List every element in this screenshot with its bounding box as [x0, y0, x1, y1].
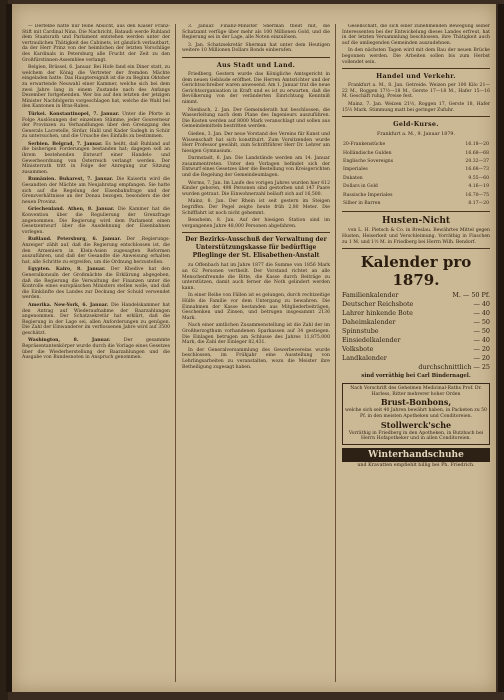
calendar-item [342, 336, 490, 345]
calendar-item [342, 345, 490, 354]
calendar-item [342, 300, 490, 309]
calendar-price: — 20 [473, 354, 490, 363]
article-paragraph [22, 177, 170, 205]
dateline: Rumänien. Bukarest, 7. Januar. [28, 177, 114, 183]
exchange-dateline: Frankfurt a. M., 9. Januar 1879. [377, 132, 455, 138]
currency-rate: 8.17—20 [468, 200, 489, 206]
currency-name: Dukaten [343, 175, 363, 181]
calendar-price: — 40 [473, 309, 490, 318]
notice-heading: Der Bezirks-Ausschuß der Verwaltung der Unterstützungskasse für bedürftige Pfleglinge der St. Elisabethen-Anstalt [185, 236, 327, 260]
section-divider [342, 211, 490, 212]
article-text: Der gesammte Repräsentantenkörper wurde durch die Vorlage eines Gesetzes über die Wiederherstellung der Baarzahlungen und die Ausgabe von Bundesnoten in Anspruch genommen. [22, 338, 170, 361]
currency-rate: 16.18—20 [465, 142, 489, 148]
article-paragraph [22, 303, 170, 337]
currency-name: Russische Imperiales [343, 192, 393, 198]
currency-rate: 20.32—37 [465, 158, 489, 164]
article-paragraph [22, 338, 170, 360]
calendar-seller: sind vorräthig bei Carl Bindernagel. [361, 373, 471, 380]
calendar-item [342, 327, 490, 336]
exchange-rate-row [342, 150, 490, 158]
ad-intro: Nach Vorschrift des Geheimen Medicinal-Raths Prof. Dr. Harless, Ritter mehrerer hoher Orden [350, 386, 482, 397]
calendar-name: Landkalender [342, 354, 387, 363]
article-paragraph: Darmstadt, 6. Jan. Die Landstände werden am 14. Januar zusammentreten. Unter den Vorlagen befindet sich der Entwurf eines Gesetzes über die Bestellung von Kreisgerichten und die Regelung der Gemeindeumlagen. [182, 156, 330, 179]
advertisement-box [342, 383, 490, 445]
section-heading: Aus Stadt und Land. [216, 60, 296, 69]
newspaper-sheet [12, 4, 496, 692]
article-paragraph: 3. Jan. Schatzsekretär Sherman hat unter dem Heutigen weitere 10 Millionen Dollars Bonds einberufen. [182, 42, 330, 54]
calendar-ad-title: Kalender pro 1879. [360, 253, 472, 290]
article-text: Es heißt, daß Ruhland auf die bisherigen Forderungen bestanden hat; dagegen soll an ihrem bestehenden Entwurf einer Handels- und Gewerbeordnung von Österreich verlangt werden. Der Ministerrath tritt in Folge der Anregung zur Sitzung zusammen. [22, 141, 170, 175]
article-paragraph [22, 207, 170, 235]
article-text: Der ‚Regierungs-Anzeiger' zählt auf, daß die Regierung entschlossen ist, die den Armeniern in Klein-Asien zugesagten Reformen auszuführen, und daß der Gesandte die Anweisung erhalten hat, alle Schritte zu ergreifen, um die Ordnung herzustellen. [22, 237, 170, 265]
calendar-price: M. — 50 Pf. [452, 291, 490, 300]
article-text: Die Kaiserin wird die Gesandten der Mächte am Neujahrstag empfangen. Sie hatte sich auf die Regelung der Eisenbahnfrage und der Grenzverhältnisse an der Donau bezogen, besonders die der neuen Provinz. [22, 177, 170, 205]
ad-text: welche sich seit 40 Jahren bewährt haben, in Packeten zu 50 Pf. in den meisten Apotheken und Conditoreien. [345, 408, 487, 419]
calendar-price: — 40 [473, 300, 490, 309]
calendar-price: — 50 [473, 318, 490, 327]
calendar-price: — 20 [473, 345, 490, 354]
article-paragraph: In einer Reihe von Fällen ist es gelungen, durch rechtzeitige Hülfe die Familie vor dem Untergang zu bewahren. Die Einnahmen der Kasse bestanden aus Mitgliederbeiträgen, Geschenken und Zinsen, und betrugen insgesammt 2136 Mark. [182, 293, 330, 321]
section-divider [342, 248, 490, 249]
currency-name: Imperiales [343, 167, 368, 173]
section-divider [182, 57, 330, 58]
calendar-average-price: durchschnittlich — 25 [418, 363, 490, 372]
calendar-name: Volksbote [342, 345, 374, 354]
dateline: Egypten. Kairo, 8. Januar. [28, 267, 106, 273]
calendar-item [342, 318, 490, 327]
exchange-rate-row [342, 192, 490, 200]
currency-name: Dollars in Gold [343, 184, 378, 190]
exchange-rate-row [342, 175, 490, 183]
column-middle [182, 24, 330, 684]
page-edge-right [498, 4, 504, 692]
currency-name: Holländische Gulden [343, 150, 392, 156]
article-paragraph [22, 142, 170, 176]
calendar-name: Deutscher Reichsbote [342, 300, 414, 309]
article-paragraph: Mainz, 7. Jan. Weizen 21½, Roggen 17, Gerste 18, Hafer 15½ Mark. Stimmung matt bei geringer Zufuhr. [342, 101, 490, 113]
article-paragraph: In der Generalversammlung des Gewerbevereins wurde beschlossen, im Frühjahr eine Ausstellung von Lehrlingsarbeiten zu veranstalten, wozu die Meister ihre Betheiligung zugesagt haben. [182, 347, 330, 370]
exchange-rate-row [342, 141, 490, 149]
article-paragraph: Nienbach, 2. Jan. Der Gemeinderath hat beschlossen, die Wasserleitung nach dem Plane des Ingenieurs auszuführen. Die Kosten werden auf 8000 Mark veranschlagt und sollen aus Gemeindemitteln bestritten werden. [182, 107, 330, 130]
article-paragraph: Mainz, 8. Jan. Der Rhein ist seit gestern im Steigen begriffen. Der Pegel zeigte heute früh 2,80 Meter. Die Schifffahrt ist noch nicht gehemmt. [182, 199, 330, 216]
column-right [342, 24, 490, 684]
article-text: Die Kammer hat die Konvention über die Regulierung der Grenzfrage angenommen. Die Regierung wird dem Parlament einen Gesetzentwurf über die Ausdehnung der Eisenbahnen vorlegen. [22, 207, 170, 235]
ad-text: Vorräthig in Friedberg in den Apotheken, in Butzbach bei Herrn Hofapotheker und in allen Conditoreien. [348, 430, 484, 442]
gloves-ad-banner: Winterhandschuhe [342, 448, 490, 462]
currency-rate: 16.70—75 [465, 192, 489, 198]
article-text: Die Handelskammer hat den Antrag auf Wiederaufnahme der Baarzahlungen angenommen. Der Schatzsekretär hat erklärt, daß die Regierung in der Lage sei, allen Anforderungen zu genügen. Die Zahl der Einwanderer im verflossenen Jahre wird auf 3500 geschätzt. [22, 302, 170, 336]
article-paragraph: Gießen, 3. Jan. Der neue Vorstand des Vereins für Kunst und Wissenschaft hat sich konstituirt. Zum Vorsitzenden wurde Herr Professor gewählt, zum Schriftführer Herr Dr. Lehrer am hiesigen Gymnasium. [182, 131, 330, 154]
currency-rate: 4.16—19 [468, 184, 489, 190]
article-paragraph: Belgien, Brüssel, 6. Januar. Bei Hofe fand ein Diner statt, zu welchem der König die Vertreter der fremden Mächte eingeladen hatte. Das Hauptereigniß ist die zu Beginn Oktober zu erwartende Neuwahl einer Kammer, welche sich bei dem zwei Jahre lang in einem Zustande nach des Anfangs Dezember fortgehenden. Wer bis auf den letzten der jetzigen Minister Nachfolgerin vorgeschlagen hat, welche die Wahl bei den Kantonen in Bras-Rabes. [22, 65, 170, 110]
calendar-item [342, 309, 490, 318]
article-paragraph [22, 237, 170, 265]
article-paragraph [22, 267, 170, 301]
exchange-rate-row [342, 183, 490, 191]
exchange-rate-table [342, 141, 490, 208]
section-divider [342, 68, 490, 69]
dateline: Griechenland. Athen, 8. Januar. [28, 207, 115, 213]
article-paragraph: Nach einer amtlichen Zusammenstellung ist die Zahl der im Großherzogthum vorhandenen Sparkassen auf 34 gestiegen. Die Einlagen betrugen am Schlusse des Jahres 11,875,000 Mark, die Zahl der Einleger 82,431. [182, 323, 330, 346]
ad-headline: Husten-Nicht [381, 216, 451, 227]
ad-brand: Stollwerck'sche [380, 419, 452, 430]
exchange-rate-row [342, 200, 490, 208]
calendar-item [342, 354, 490, 363]
dateline: Washington, 8. Januar. [28, 338, 111, 344]
exchange-rate-row [342, 158, 490, 166]
article-paragraph: 3. Januar. Finanz-Minister Sherman theilt mit, die Schatzamt verfüge über mehr als 100 Millionen Gold, und die Regierung sei in der Lage, alle Noten einzulösen. [182, 24, 330, 41]
currency-name: Silber in Barren [343, 200, 381, 206]
currency-rate: 16.68—73 [465, 167, 489, 173]
article-text: Der Khedive hat den Generalkonsuln der Großmächte die Erklärung abgegeben, daß die Regierung die Verwaltung der Finanzen unter die Kontrolle eines europäischen Ministers stellen wolle, und daß die Einkünfte des Landes zur Deckung der Schuld verwendet werden. [22, 267, 170, 301]
dateline: Rußland. Petersburg, 6. Januar. [28, 237, 122, 243]
calendar-name: Familienkalender [342, 291, 399, 300]
currency-name: Englische Sovereigns [343, 158, 394, 164]
section-divider [342, 116, 490, 117]
calendar-list [342, 291, 490, 363]
exchange-rate-row [342, 166, 490, 174]
currency-rate: 9.55—60 [468, 175, 489, 181]
dateline: Amerika. New-York, 6. Januar. [28, 302, 109, 308]
article-paragraph: Friedberg. Gestern wurde das Königliche Amtsgericht in dem neuen Gebäude eröffnet. Die Herren Amtsrichter und der Gerichtsschreiber waren anwesend. Am 1. Januar trat die neue Gerichtsorganisation in Kraft und es ist zu erwarten, daß die Bevölkerung von der veränderten Einrichtung Kenntniß nimmt. [182, 71, 330, 105]
calendar-item [342, 291, 490, 300]
section-heading: Geld-Kurse. [393, 120, 439, 129]
currency-rate: 16.68—68 [465, 150, 489, 156]
currency-name: 20-Frankenstücke [343, 142, 386, 148]
dateline: Serbien. Belgrad, 7. Januar. [28, 141, 103, 147]
article-paragraph: Frankfurt a. M., 8. Jan. Getreide. Weizen per 100 Kilo 21—22 M., Roggen 17½—18 M., Gerste 17—18 M., Hafer 15—16 M. Geschäft ruhig, Preise fest. [342, 83, 490, 100]
calendar-name: Daheimkalender [342, 318, 396, 327]
article-paragraph: zu Offenbach hat im Jahre 1877 die Summe von 1856 Mark an 62 Personen vertheilt. Der Vorstand richtet an alle Menschenfreunde die Bitte, die Kasse durch Beiträge zu unterstützen, damit auch ferner die Noth gelindert werden kann. [182, 263, 330, 291]
calendar-name: Einsiedelkalender [342, 336, 401, 345]
dateline: Türkei. Konstantinopel, 7. Januar. [28, 111, 120, 117]
column-left [22, 24, 170, 684]
article-paragraph: — Derfelbe hatte nur feine Absicht, aus den Kaiser Franz-Stift mit Cardinal Nina. Die Nachricht, Bataudi werde Ruhland dem Staatsrath und Parlament entstehen werden unter der vertraulichen Thätigkeit des Cabinets, ist gänzlich verlautbart, da der Herr Prinz von der heimlichen der letzten Vorschläge des Kardinals in Petersburg alle Frucht der Zeit zu den Großfürstinnen-Assemblee verlangt. [22, 24, 170, 63]
ad-text: von L. H. Pietsch & Co. in Breslau. Bewährtes Mittel gegen Husten, Heiserkeit und Verschleimung. Vorräthig in Flaschen zu 1 M. und 1½ M. in Friedberg bei Herrn Wilh. Bendorf. [342, 228, 490, 245]
column-rule [175, 24, 176, 682]
article-paragraph: In den nächsten Tagen wird mit dem Bau der neuen Brücke begonnen werden. Die Arbeiten sollen bis zum Herbst vollendet sein. [342, 48, 490, 65]
ad-brand: Brust-Bonbons, [380, 397, 452, 408]
section-heading: Handel und Verkehr. [376, 72, 456, 81]
calendar-price: — 40 [473, 336, 490, 345]
article-paragraph: Gesellschaft, die sich einer zunehmenden Bewegung seiner Interessenten bei der Entwickelung dieses Landes erfreut, hat in der letzten Versammlung beschlossen, ihre Thätigkeit auch auf die umliegenden Gemeinden auszudehnen. [342, 24, 490, 46]
gloves-ad-text: und Kravatten empfiehlt billig bei Ph. Friedrich. [357, 462, 475, 468]
calendar-name: Lahrer hinkende Bote [342, 309, 413, 318]
article-text: Unter die Pforte in Folge Auslösungen der einzelnen Stämme, jeder Gouverneur der Provinzen zu Verhandlungen über den Grenzgang des Generals Lacretelle, Sirdar, Halil und Kader Sadegh in Schiir zu untersuchen, und die Ursache des Einfalls zu bestimmen. [22, 111, 170, 140]
section-divider [182, 232, 330, 233]
column-rule [335, 24, 336, 682]
article-paragraph: Worms, 7. Jan. Im Laufe des vorigen Jahres wurden hier 612 Kinder geboren, 498 Personen sind gestorben und 147 Paare wurden getraut. Die Einwohnerzahl beläuft sich auf 16,500. [182, 180, 330, 197]
article-paragraph [22, 112, 170, 140]
calendar-name: Spinnstube [342, 327, 379, 336]
calendar-price: — 50 [473, 327, 490, 336]
article-paragraph: Bensheim, 8. Jan. Auf der hiesigen Station sind im vergangenen Jahre 48,000 Personen abgefahren. [182, 218, 330, 229]
